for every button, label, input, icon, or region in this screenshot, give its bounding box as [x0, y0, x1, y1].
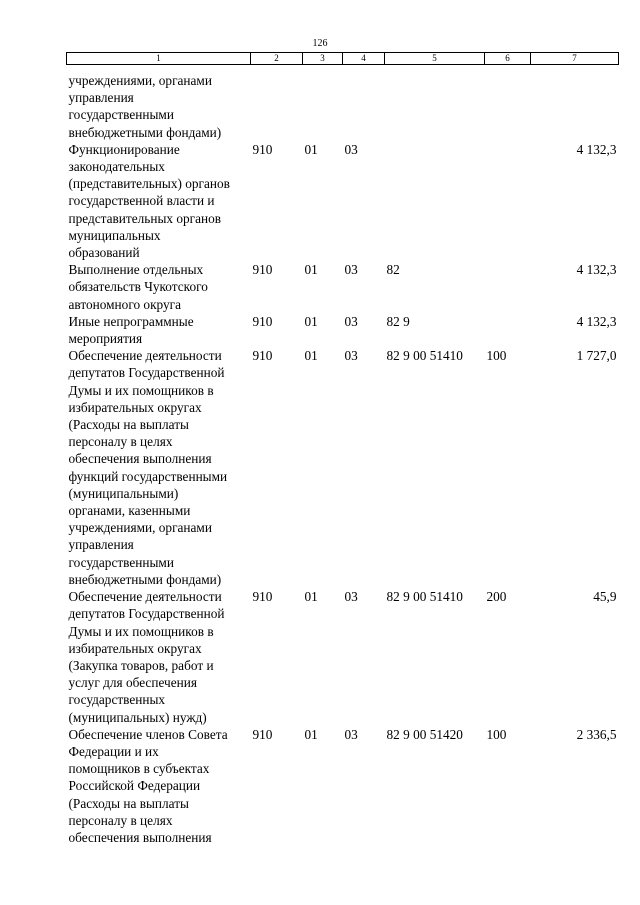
row-expense-type [485, 141, 531, 261]
column-number-row [67, 53, 619, 65]
row-name: Выполнение отдельных обязательств Чукотского автономного округа [68, 262, 208, 312]
row-target-article [385, 141, 485, 261]
row-subsection-code: 03 [344, 313, 358, 329]
row-name: Обеспечение деятельности депутатов Государственной Думы и их помощников в избирательных округах (Расходы на выплаты персоналу в целях обеспечения выполнения функций государственными (муниципальными) органами, казенными учреждениями, органами управления государственными внебюджетными фондами) [68, 348, 228, 587]
row-section-code: 01 [304, 313, 318, 329]
column-header-4: 4 [343, 53, 385, 65]
row-expense-type: 100 [486, 726, 507, 742]
row-expense-type [485, 65, 531, 141]
row-section-code [303, 65, 343, 141]
table-row [67, 313, 619, 347]
row-subsection-code [343, 65, 385, 141]
row-subsection-code: 03 [344, 589, 358, 605]
page-number: 126 [312, 38, 328, 49]
row-target-article: 82 9 00 51420 [386, 726, 463, 742]
table-body [67, 65, 619, 847]
row-ministry-code: 910 [252, 141, 273, 157]
row-subsection-code: 03 [344, 348, 358, 364]
table-header [67, 53, 619, 65]
table-row [67, 141, 619, 261]
table-row [67, 347, 619, 588]
row-section-code: 01 [304, 262, 318, 278]
row-expense-type [485, 313, 531, 347]
row-ministry-code [251, 65, 303, 141]
row-target-article: 82 9 00 51410 [386, 348, 463, 364]
budget-table [66, 52, 619, 846]
column-header-3: 3 [303, 53, 343, 65]
row-section-code: 01 [304, 589, 318, 605]
row-section-code: 01 [304, 141, 318, 157]
table-row [67, 65, 619, 141]
row-ministry-code: 910 [252, 589, 273, 605]
row-amount: 1 727,0 [576, 348, 617, 364]
row-subsection-code: 03 [344, 726, 358, 742]
column-header-5: 5 [385, 53, 485, 65]
table-row [67, 261, 619, 313]
table-row [67, 726, 619, 846]
row-subsection-code: 03 [344, 262, 358, 278]
row-name: Обеспечение членов Совета Федерации и их помощников в субъектах Российской Федерации (Расходы на выплаты персоналу в целях обеспечения выполнения [68, 726, 228, 845]
row-target-article: 82 9 [386, 313, 410, 329]
row-ministry-code: 910 [252, 313, 273, 329]
row-amount: 4 132,3 [576, 313, 617, 329]
row-ministry-code: 910 [252, 348, 273, 364]
row-amount: 2 336,5 [576, 726, 617, 742]
row-section-code: 01 [304, 726, 318, 742]
row-target-article: 82 9 00 51410 [386, 589, 463, 605]
column-header-2: 2 [251, 53, 303, 65]
row-expense-type: 100 [486, 348, 507, 364]
row-subsection-code: 03 [344, 141, 358, 157]
row-expense-type: 200 [486, 589, 507, 605]
row-target-article: 82 [386, 262, 400, 278]
row-amount [531, 65, 619, 141]
column-header-6: 6 [485, 53, 531, 65]
row-target-article [385, 65, 485, 141]
row-name: Иные непрограммные мероприятия [68, 313, 194, 347]
column-header-7: 7 [531, 53, 619, 65]
row-name: Обеспечение деятельности депутатов Государственной Думы и их помощников в избирательных округах (Закупка товаров, работ и услуг для обеспечения государственных (муниципальных) нужд) [68, 589, 225, 725]
column-header-1: 1 [67, 53, 251, 65]
row-amount: 45,9 [593, 589, 617, 605]
row-name: учреждениями, органами управления государственными внебюджетными фондами) [68, 73, 222, 140]
row-ministry-code: 910 [252, 262, 273, 278]
row-amount: 4 132,3 [576, 141, 617, 157]
row-ministry-code: 910 [252, 726, 273, 742]
row-amount: 4 132,3 [576, 262, 617, 278]
table-row [67, 588, 619, 726]
row-expense-type [485, 261, 531, 313]
row-section-code: 01 [304, 348, 318, 364]
row-name: Функционирование законодательных (представительных) органов государственной власти и представительных органов муниципальных образований [68, 141, 230, 261]
